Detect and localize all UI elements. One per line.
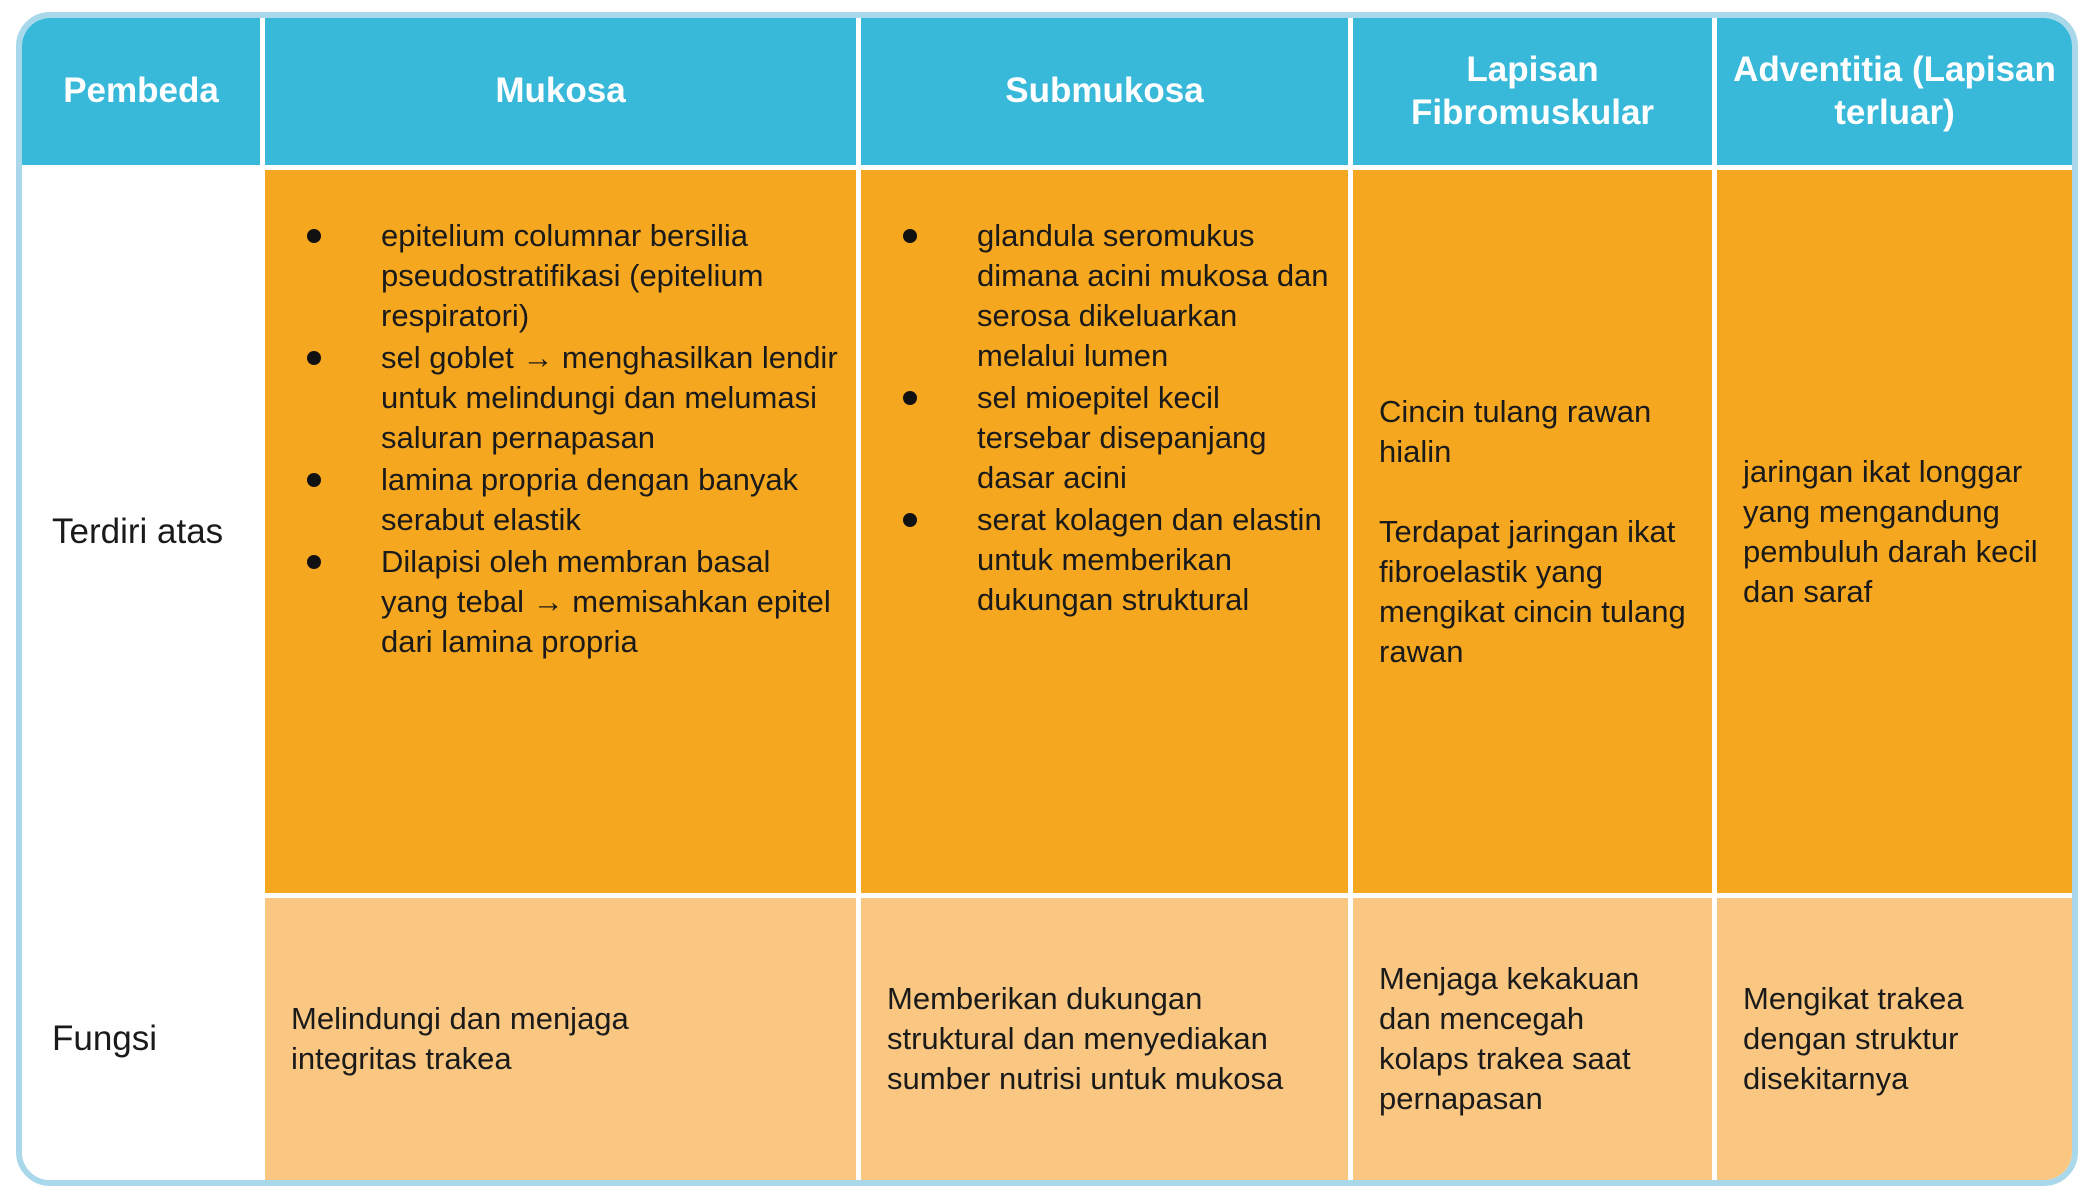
mukosa-bullet-item: sel goblet → menghasilkan lendir untuk melindungi dan melumasi saluran pernapasan xyxy=(265,338,842,458)
header-cell-submukosa xyxy=(861,18,1348,165)
mukosa-bullet-item: lamina propria dengan banyak serabut elastik xyxy=(265,460,842,540)
submukosa-bullet-item: glandula seromukus dimana acini mukosa dan serosa dikeluarkan melalui lumen xyxy=(861,216,1334,376)
trachea-layers-table xyxy=(16,12,2078,1186)
cell-fungsi-submukosa xyxy=(861,898,1348,1180)
row-label-terdiri-atas-text: Terdiri atas xyxy=(52,511,224,551)
fungsi-mukosa-text: Melindungi dan menjaga integritas trakea xyxy=(291,1001,629,1076)
adventitia-paragraph: jaringan ikat longgar yang mengandung pembuluh darah kecil dan saraf xyxy=(1743,453,2038,609)
submukosa-bullet-item: sel mioepitel kecil tersebar disepanjang dasar acini xyxy=(861,378,1334,498)
fungsi-adventitia-text: Mengikat trakea dengan struktur disekitarnya xyxy=(1743,981,1964,1096)
submukosa-bullet-item: serat kolagen dan elastin untuk memberikan dukungan struktural xyxy=(861,500,1334,620)
mukosa-bullet-item: epitelium columnar bersilia pseudostratifikasi (epitelium respiratori) xyxy=(265,216,842,336)
row-label-fungsi xyxy=(22,898,260,1180)
fungsi-submukosa-text: Memberikan dukungan struktural dan menyediakan sumber nutrisi untuk mukosa xyxy=(887,981,1284,1096)
cell-fungsi-mukosa xyxy=(265,898,856,1180)
mukosa-bullet-item: Dilapisi oleh membran basal yang tebal → memisahkan epitel dari lamina propria xyxy=(265,542,842,662)
submukosa-bullet-list xyxy=(861,170,1348,642)
header-cell-fibromuskular xyxy=(1353,18,1712,165)
row-label-terdiri-atas xyxy=(22,170,260,893)
cell-fungsi-adventitia xyxy=(1717,898,2072,1180)
cell-terdiri-submukosa xyxy=(861,170,1348,893)
mukosa-bullet-list xyxy=(265,170,856,684)
table-grid xyxy=(22,18,2072,1180)
cell-fungsi-fibromuskular xyxy=(1353,898,1712,1180)
header-label-submukosa: Submukosa xyxy=(1005,71,1204,111)
header-cell-mukosa xyxy=(265,18,856,165)
header-label-mukosa: Mukosa xyxy=(495,71,626,111)
header-cell-pembeda xyxy=(22,18,260,165)
cell-terdiri-mukosa xyxy=(265,170,856,893)
cell-terdiri-adventitia xyxy=(1717,170,2072,893)
header-cell-adventitia xyxy=(1717,18,2072,165)
header-label-adventitia: Adventitia (Lapisan terluar) xyxy=(1733,49,2056,132)
header-label-fibromuskular: Lapisan Fibromuskular xyxy=(1410,49,1655,132)
fibromuskular-paragraph: Terdapat jaringan ikat fibroelastik yang mengikat cincin tulang rawan xyxy=(1379,513,1686,669)
cell-terdiri-fibromuskular xyxy=(1353,170,1712,893)
fungsi-fibromuskular-text: Menjaga kekakuan dan mencegah kolaps trakea saat pernapasan xyxy=(1379,961,1640,1116)
row-label-fungsi-text: Fungsi xyxy=(52,1019,158,1058)
header-label-pembeda: Pembeda xyxy=(63,71,219,111)
fibromuskular-paragraph: Cincin tulang rawan hialin xyxy=(1379,393,1652,469)
